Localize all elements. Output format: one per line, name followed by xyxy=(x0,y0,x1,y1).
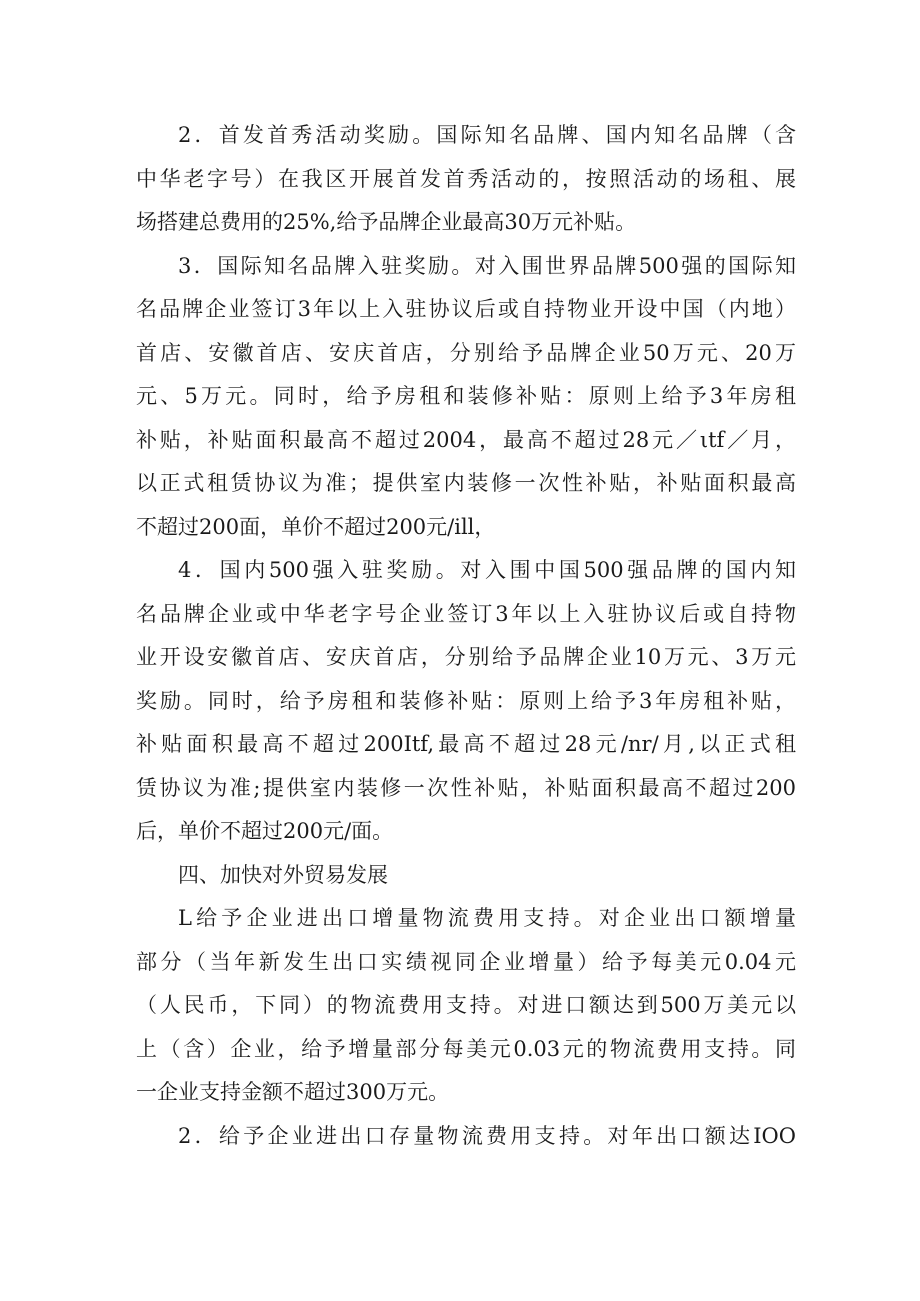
text-line: 补贴，补贴面积最高不超过2004，最高不超过28元／ιtf／月， xyxy=(136,427,796,452)
text-line: 补贴面积最高不超过200Itf,最高不超过28元/nr/月,以正式租 xyxy=(136,732,796,756)
document-body xyxy=(136,114,796,1158)
text-line: 部分（当年新发生出口实绩视同企业增量）给予每美元0.04元 xyxy=(136,949,796,974)
text-line: 2．给予企业进出口存量物流费用支持。对年出口额达IOO xyxy=(178,1123,796,1148)
text-line: 2．首发首秀活动奖励。国际知名品牌、国内知名品牌（含 xyxy=(178,123,796,147)
text-line: 场搭建总费用的25%,给予品牌企业最高30万元补贴。 xyxy=(136,210,637,234)
text-line: 名品牌企业签订3年以上入驻协议后或自持物业开设中国（内地） xyxy=(136,297,796,321)
text-line: L给予企业进出口增量物流费用支持。对企业出口额增量 xyxy=(178,906,796,930)
text-line: 以正式租赁协议为准；提供室内装修一次性补贴，补贴面积最高 xyxy=(136,471,796,495)
text-line: 名品牌企业或中华老字号企业签订3年以上入驻协议后或自持物 xyxy=(136,601,796,626)
text-line: 中华老字号）在我区开展首发首秀活动的，按照活动的场租、展 xyxy=(136,166,796,191)
text-line: 上（含）企业，给予增量部分每美元0.03元的物流费用支持。同 xyxy=(136,1036,796,1061)
text-line: 后，单价不超过200元/面。 xyxy=(136,819,394,843)
text-line: 首店、安徽首店、安庆首店，分别给予品牌企业50万元、20万 xyxy=(136,340,796,365)
text-line: 奖励。同时，给予房租和装修补贴：原则上给予3年房租补贴， xyxy=(136,688,796,713)
text-line: 一企业支持金额不超过300万元。 xyxy=(136,1080,450,1104)
text-line: （人民币，下同）的物流费用支持。对进口额达到500万美元以 xyxy=(136,993,796,1017)
text-line: 元、5万元。同时，给予房租和装修补贴：原则上给予3年房租 xyxy=(136,384,796,408)
text-line: 赁协议为准;提供室内装修一次性补贴，补贴面积最高不超过200 xyxy=(136,775,796,800)
text-line: 不超过200面，单价不超过200元/ill， xyxy=(136,514,496,539)
text-line: 业开设安徽首店、安庆首店，分别给予品牌企业10万元、3万元 xyxy=(136,645,796,669)
text-line: 4．国内500强入驻奖励。对入围中国500强品牌的国内知 xyxy=(178,558,796,582)
text-line: 3．国际知名品牌入驻奖励。对入围世界品牌500强的国际知 xyxy=(178,253,796,278)
section-heading: 四、加快对外贸易发展 xyxy=(178,862,388,887)
